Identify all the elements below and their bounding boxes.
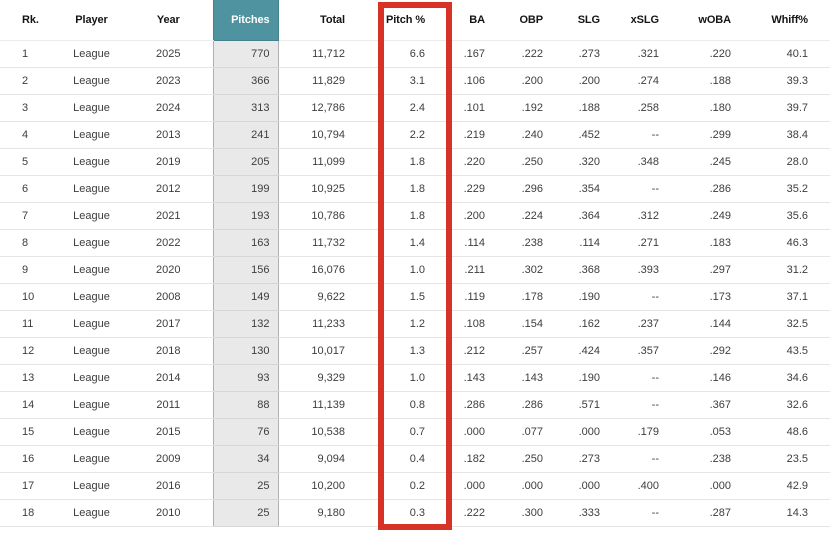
cell-slg: .162 — [553, 311, 610, 338]
cell-pitches: 76 — [213, 419, 278, 446]
cell-xslg: .400 — [610, 473, 669, 500]
table-row — [0, 446, 830, 473]
cell-pitch-pct: 1.8 — [363, 203, 452, 230]
cell-woba: .297 — [669, 257, 741, 284]
table-row — [0, 419, 830, 446]
cell-total: 16,076 — [278, 257, 363, 284]
cell-player: League — [55, 95, 140, 122]
cell-ba: .106 — [452, 68, 495, 95]
cell-ba: .114 — [452, 230, 495, 257]
cell-woba: .292 — [669, 338, 741, 365]
cell-obp: .222 — [495, 41, 553, 68]
table-row — [0, 392, 830, 419]
cell-rank: 10 — [0, 284, 55, 311]
cell-xslg: .312 — [610, 203, 669, 230]
cell-year: 2024 — [140, 95, 213, 122]
cell-rank: 8 — [0, 230, 55, 257]
cell-woba: .299 — [669, 122, 741, 149]
cell-slg: .114 — [553, 230, 610, 257]
cell-ba: .219 — [452, 122, 495, 149]
cell-obp: .302 — [495, 257, 553, 284]
cell-year: 2013 — [140, 122, 213, 149]
cell-year: 2021 — [140, 203, 213, 230]
cell-obp: .286 — [495, 392, 553, 419]
cell-whiff: 28.0 — [741, 149, 830, 176]
cell-player: League — [55, 419, 140, 446]
cell-total: 11,712 — [278, 41, 363, 68]
cell-player: League — [55, 68, 140, 95]
cell-rank: 4 — [0, 122, 55, 149]
cell-total: 11,139 — [278, 392, 363, 419]
cell-ba: .101 — [452, 95, 495, 122]
cell-woba: .367 — [669, 392, 741, 419]
cell-pitch-pct: 2.2 — [363, 122, 452, 149]
table-row — [0, 122, 830, 149]
cell-xslg: .271 — [610, 230, 669, 257]
cell-xslg: .274 — [610, 68, 669, 95]
cell-slg: .200 — [553, 68, 610, 95]
cell-rank: 15 — [0, 419, 55, 446]
cell-woba: .180 — [669, 95, 741, 122]
cell-player: League — [55, 149, 140, 176]
column-header-whiff[interactable]: Whiff% — [741, 0, 830, 41]
cell-woba: .238 — [669, 446, 741, 473]
cell-total: 11,732 — [278, 230, 363, 257]
cell-year: 2014 — [140, 365, 213, 392]
cell-pitch-pct: 1.4 — [363, 230, 452, 257]
table-row — [0, 176, 830, 203]
cell-whiff: 48.6 — [741, 419, 830, 446]
cell-rank: 13 — [0, 365, 55, 392]
cell-slg: .000 — [553, 473, 610, 500]
cell-ba: .211 — [452, 257, 495, 284]
cell-total: 10,794 — [278, 122, 363, 149]
cell-whiff: 46.3 — [741, 230, 830, 257]
cell-rank: 16 — [0, 446, 55, 473]
cell-xslg: -- — [610, 392, 669, 419]
cell-obp: .154 — [495, 311, 553, 338]
cell-total: 11,829 — [278, 68, 363, 95]
cell-rank: 12 — [0, 338, 55, 365]
cell-pitch-pct: 2.4 — [363, 95, 452, 122]
cell-total: 11,233 — [278, 311, 363, 338]
cell-slg: .188 — [553, 95, 610, 122]
cell-year: 2025 — [140, 41, 213, 68]
cell-total: 9,329 — [278, 365, 363, 392]
cell-slg: .333 — [553, 500, 610, 527]
cell-player: League — [55, 257, 140, 284]
cell-woba: .188 — [669, 68, 741, 95]
cell-rank: 2 — [0, 68, 55, 95]
cell-whiff: 31.2 — [741, 257, 830, 284]
cell-total: 10,538 — [278, 419, 363, 446]
cell-total: 9,180 — [278, 500, 363, 527]
cell-ba: .286 — [452, 392, 495, 419]
cell-pitches: 93 — [213, 365, 278, 392]
cell-pitches: 132 — [213, 311, 278, 338]
cell-pitches: 241 — [213, 122, 278, 149]
cell-ba: .222 — [452, 500, 495, 527]
cell-rank: 5 — [0, 149, 55, 176]
cell-woba: .146 — [669, 365, 741, 392]
cell-rank: 14 — [0, 392, 55, 419]
column-header-total[interactable]: Total — [278, 0, 363, 41]
cell-obp: .250 — [495, 149, 553, 176]
cell-whiff: 40.1 — [741, 41, 830, 68]
cell-xslg: .179 — [610, 419, 669, 446]
table-row — [0, 284, 830, 311]
cell-obp: .240 — [495, 122, 553, 149]
cell-whiff: 14.3 — [741, 500, 830, 527]
cell-ba: .182 — [452, 446, 495, 473]
cell-ba: .143 — [452, 365, 495, 392]
cell-whiff: 35.2 — [741, 176, 830, 203]
cell-pitches: 149 — [213, 284, 278, 311]
cell-obp: .200 — [495, 68, 553, 95]
cell-slg: .368 — [553, 257, 610, 284]
cell-player: League — [55, 176, 140, 203]
cell-ba: .220 — [452, 149, 495, 176]
cell-pitches: 25 — [213, 500, 278, 527]
cell-pitch-pct: 1.8 — [363, 176, 452, 203]
cell-pitch-pct: 1.5 — [363, 284, 452, 311]
cell-whiff: 34.6 — [741, 365, 830, 392]
cell-obp: .257 — [495, 338, 553, 365]
cell-pitches: 366 — [213, 68, 278, 95]
cell-ba: .119 — [452, 284, 495, 311]
cell-year: 2023 — [140, 68, 213, 95]
cell-rank: 3 — [0, 95, 55, 122]
table-row — [0, 473, 830, 500]
cell-xslg: -- — [610, 500, 669, 527]
table-row — [0, 338, 830, 365]
cell-ba: .167 — [452, 41, 495, 68]
cell-xslg: -- — [610, 446, 669, 473]
cell-pitches: 156 — [213, 257, 278, 284]
cell-whiff: 32.5 — [741, 311, 830, 338]
cell-whiff: 42.9 — [741, 473, 830, 500]
cell-woba: .220 — [669, 41, 741, 68]
cell-pitch-pct: 1.3 — [363, 338, 452, 365]
cell-total: 12,786 — [278, 95, 363, 122]
column-header-player[interactable]: Player — [55, 0, 140, 41]
cell-ba: .108 — [452, 311, 495, 338]
cell-year: 2018 — [140, 338, 213, 365]
table-row — [0, 203, 830, 230]
cell-xslg: .237 — [610, 311, 669, 338]
cell-woba: .053 — [669, 419, 741, 446]
cell-total: 9,094 — [278, 446, 363, 473]
cell-slg: .320 — [553, 149, 610, 176]
table-header — [0, 0, 830, 41]
cell-ba: .212 — [452, 338, 495, 365]
table-row — [0, 500, 830, 527]
cell-woba: .245 — [669, 149, 741, 176]
cell-obp: .077 — [495, 419, 553, 446]
cell-year: 2017 — [140, 311, 213, 338]
column-header-year[interactable]: Year — [140, 0, 213, 41]
cell-pitches: 193 — [213, 203, 278, 230]
cell-xslg: -- — [610, 365, 669, 392]
cell-slg: .424 — [553, 338, 610, 365]
cell-slg: .000 — [553, 419, 610, 446]
cell-rank: 11 — [0, 311, 55, 338]
cell-year: 2019 — [140, 149, 213, 176]
cell-rank: 6 — [0, 176, 55, 203]
cell-xslg: -- — [610, 122, 669, 149]
cell-obp: .192 — [495, 95, 553, 122]
column-header-xslg[interactable]: xSLG — [610, 0, 669, 41]
cell-year: 2012 — [140, 176, 213, 203]
cell-pitches: 34 — [213, 446, 278, 473]
cell-pitch-pct: 1.0 — [363, 257, 452, 284]
table-row — [0, 257, 830, 284]
cell-obp: .300 — [495, 500, 553, 527]
cell-player: League — [55, 446, 140, 473]
cell-rank: 18 — [0, 500, 55, 527]
cell-whiff: 32.6 — [741, 392, 830, 419]
cell-total: 10,786 — [278, 203, 363, 230]
cell-obp: .224 — [495, 203, 553, 230]
cell-rank: 7 — [0, 203, 55, 230]
cell-pitches: 199 — [213, 176, 278, 203]
header-row — [0, 0, 830, 41]
cell-whiff: 23.5 — [741, 446, 830, 473]
cell-pitches: 25 — [213, 473, 278, 500]
cell-slg: .190 — [553, 365, 610, 392]
cell-year: 2015 — [140, 419, 213, 446]
cell-ba: .229 — [452, 176, 495, 203]
cell-whiff: 37.1 — [741, 284, 830, 311]
cell-woba: .249 — [669, 203, 741, 230]
cell-whiff: 39.7 — [741, 95, 830, 122]
cell-slg: .571 — [553, 392, 610, 419]
cell-pitches: 770 — [213, 41, 278, 68]
table-row — [0, 365, 830, 392]
cell-year: 2011 — [140, 392, 213, 419]
cell-woba: .287 — [669, 500, 741, 527]
cell-slg: .273 — [553, 41, 610, 68]
cell-player: League — [55, 311, 140, 338]
cell-pitch-pct: 0.7 — [363, 419, 452, 446]
cell-rank: 17 — [0, 473, 55, 500]
table-row — [0, 68, 830, 95]
cell-pitch-pct: 0.2 — [363, 473, 452, 500]
cell-year: 2010 — [140, 500, 213, 527]
cell-player: League — [55, 203, 140, 230]
cell-player: League — [55, 122, 140, 149]
cell-pitches: 313 — [213, 95, 278, 122]
cell-player: League — [55, 500, 140, 527]
cell-pitches: 205 — [213, 149, 278, 176]
cell-pitches: 88 — [213, 392, 278, 419]
cell-obp: .238 — [495, 230, 553, 257]
cell-year: 2022 — [140, 230, 213, 257]
cell-year: 2020 — [140, 257, 213, 284]
table-row — [0, 311, 830, 338]
cell-slg: .364 — [553, 203, 610, 230]
cell-slg: .190 — [553, 284, 610, 311]
cell-slg: .273 — [553, 446, 610, 473]
cell-pitch-pct: 0.4 — [363, 446, 452, 473]
cell-xslg: .357 — [610, 338, 669, 365]
cell-slg: .354 — [553, 176, 610, 203]
column-header-pitch-pct[interactable]: Pitch % — [363, 0, 452, 41]
cell-woba: .000 — [669, 473, 741, 500]
column-header-rank[interactable]: Rk. — [0, 0, 55, 41]
cell-obp: .000 — [495, 473, 553, 500]
cell-ba: .000 — [452, 419, 495, 446]
table-row — [0, 149, 830, 176]
cell-year: 2009 — [140, 446, 213, 473]
column-header-ba[interactable]: BA — [452, 0, 495, 41]
cell-whiff: 38.4 — [741, 122, 830, 149]
cell-obp: .250 — [495, 446, 553, 473]
cell-obp: .178 — [495, 284, 553, 311]
cell-player: League — [55, 41, 140, 68]
cell-total: 10,925 — [278, 176, 363, 203]
cell-rank: 9 — [0, 257, 55, 284]
cell-obp: .143 — [495, 365, 553, 392]
cell-woba: .144 — [669, 311, 741, 338]
cell-year: 2016 — [140, 473, 213, 500]
cell-ba: .000 — [452, 473, 495, 500]
cell-player: League — [55, 473, 140, 500]
table-row — [0, 230, 830, 257]
cell-total: 10,200 — [278, 473, 363, 500]
cell-player: League — [55, 392, 140, 419]
table-body — [0, 41, 830, 527]
cell-total: 11,099 — [278, 149, 363, 176]
cell-pitches: 163 — [213, 230, 278, 257]
table-row — [0, 41, 830, 68]
cell-total: 10,017 — [278, 338, 363, 365]
cell-year: 2008 — [140, 284, 213, 311]
cell-pitch-pct: 6.6 — [363, 41, 452, 68]
cell-whiff: 43.5 — [741, 338, 830, 365]
cell-woba: .173 — [669, 284, 741, 311]
cell-pitch-pct: 1.8 — [363, 149, 452, 176]
cell-xslg: -- — [610, 284, 669, 311]
cell-rank: 1 — [0, 41, 55, 68]
cell-xslg: -- — [610, 176, 669, 203]
column-header-woba[interactable]: wOBA — [669, 0, 741, 41]
cell-obp: .296 — [495, 176, 553, 203]
cell-woba: .286 — [669, 176, 741, 203]
cell-xslg: .348 — [610, 149, 669, 176]
cell-xslg: .321 — [610, 41, 669, 68]
cell-ba: .200 — [452, 203, 495, 230]
cell-pitch-pct: 3.1 — [363, 68, 452, 95]
column-header-obp[interactable]: OBP — [495, 0, 553, 41]
cell-pitch-pct: 0.3 — [363, 500, 452, 527]
cell-player: League — [55, 230, 140, 257]
cell-xslg: .258 — [610, 95, 669, 122]
cell-player: League — [55, 284, 140, 311]
cell-pitch-pct: 0.8 — [363, 392, 452, 419]
cell-woba: .183 — [669, 230, 741, 257]
cell-slg: .452 — [553, 122, 610, 149]
cell-pitches: 130 — [213, 338, 278, 365]
column-header-pitches[interactable]: Pitches — [213, 0, 278, 41]
cell-xslg: .393 — [610, 257, 669, 284]
cell-player: League — [55, 338, 140, 365]
cell-total: 9,622 — [278, 284, 363, 311]
table-row — [0, 95, 830, 122]
cell-whiff: 35.6 — [741, 203, 830, 230]
cell-whiff: 39.3 — [741, 68, 830, 95]
column-header-slg[interactable]: SLG — [553, 0, 610, 41]
cell-pitch-pct: 1.2 — [363, 311, 452, 338]
cell-player: League — [55, 365, 140, 392]
cell-pitch-pct: 1.0 — [363, 365, 452, 392]
